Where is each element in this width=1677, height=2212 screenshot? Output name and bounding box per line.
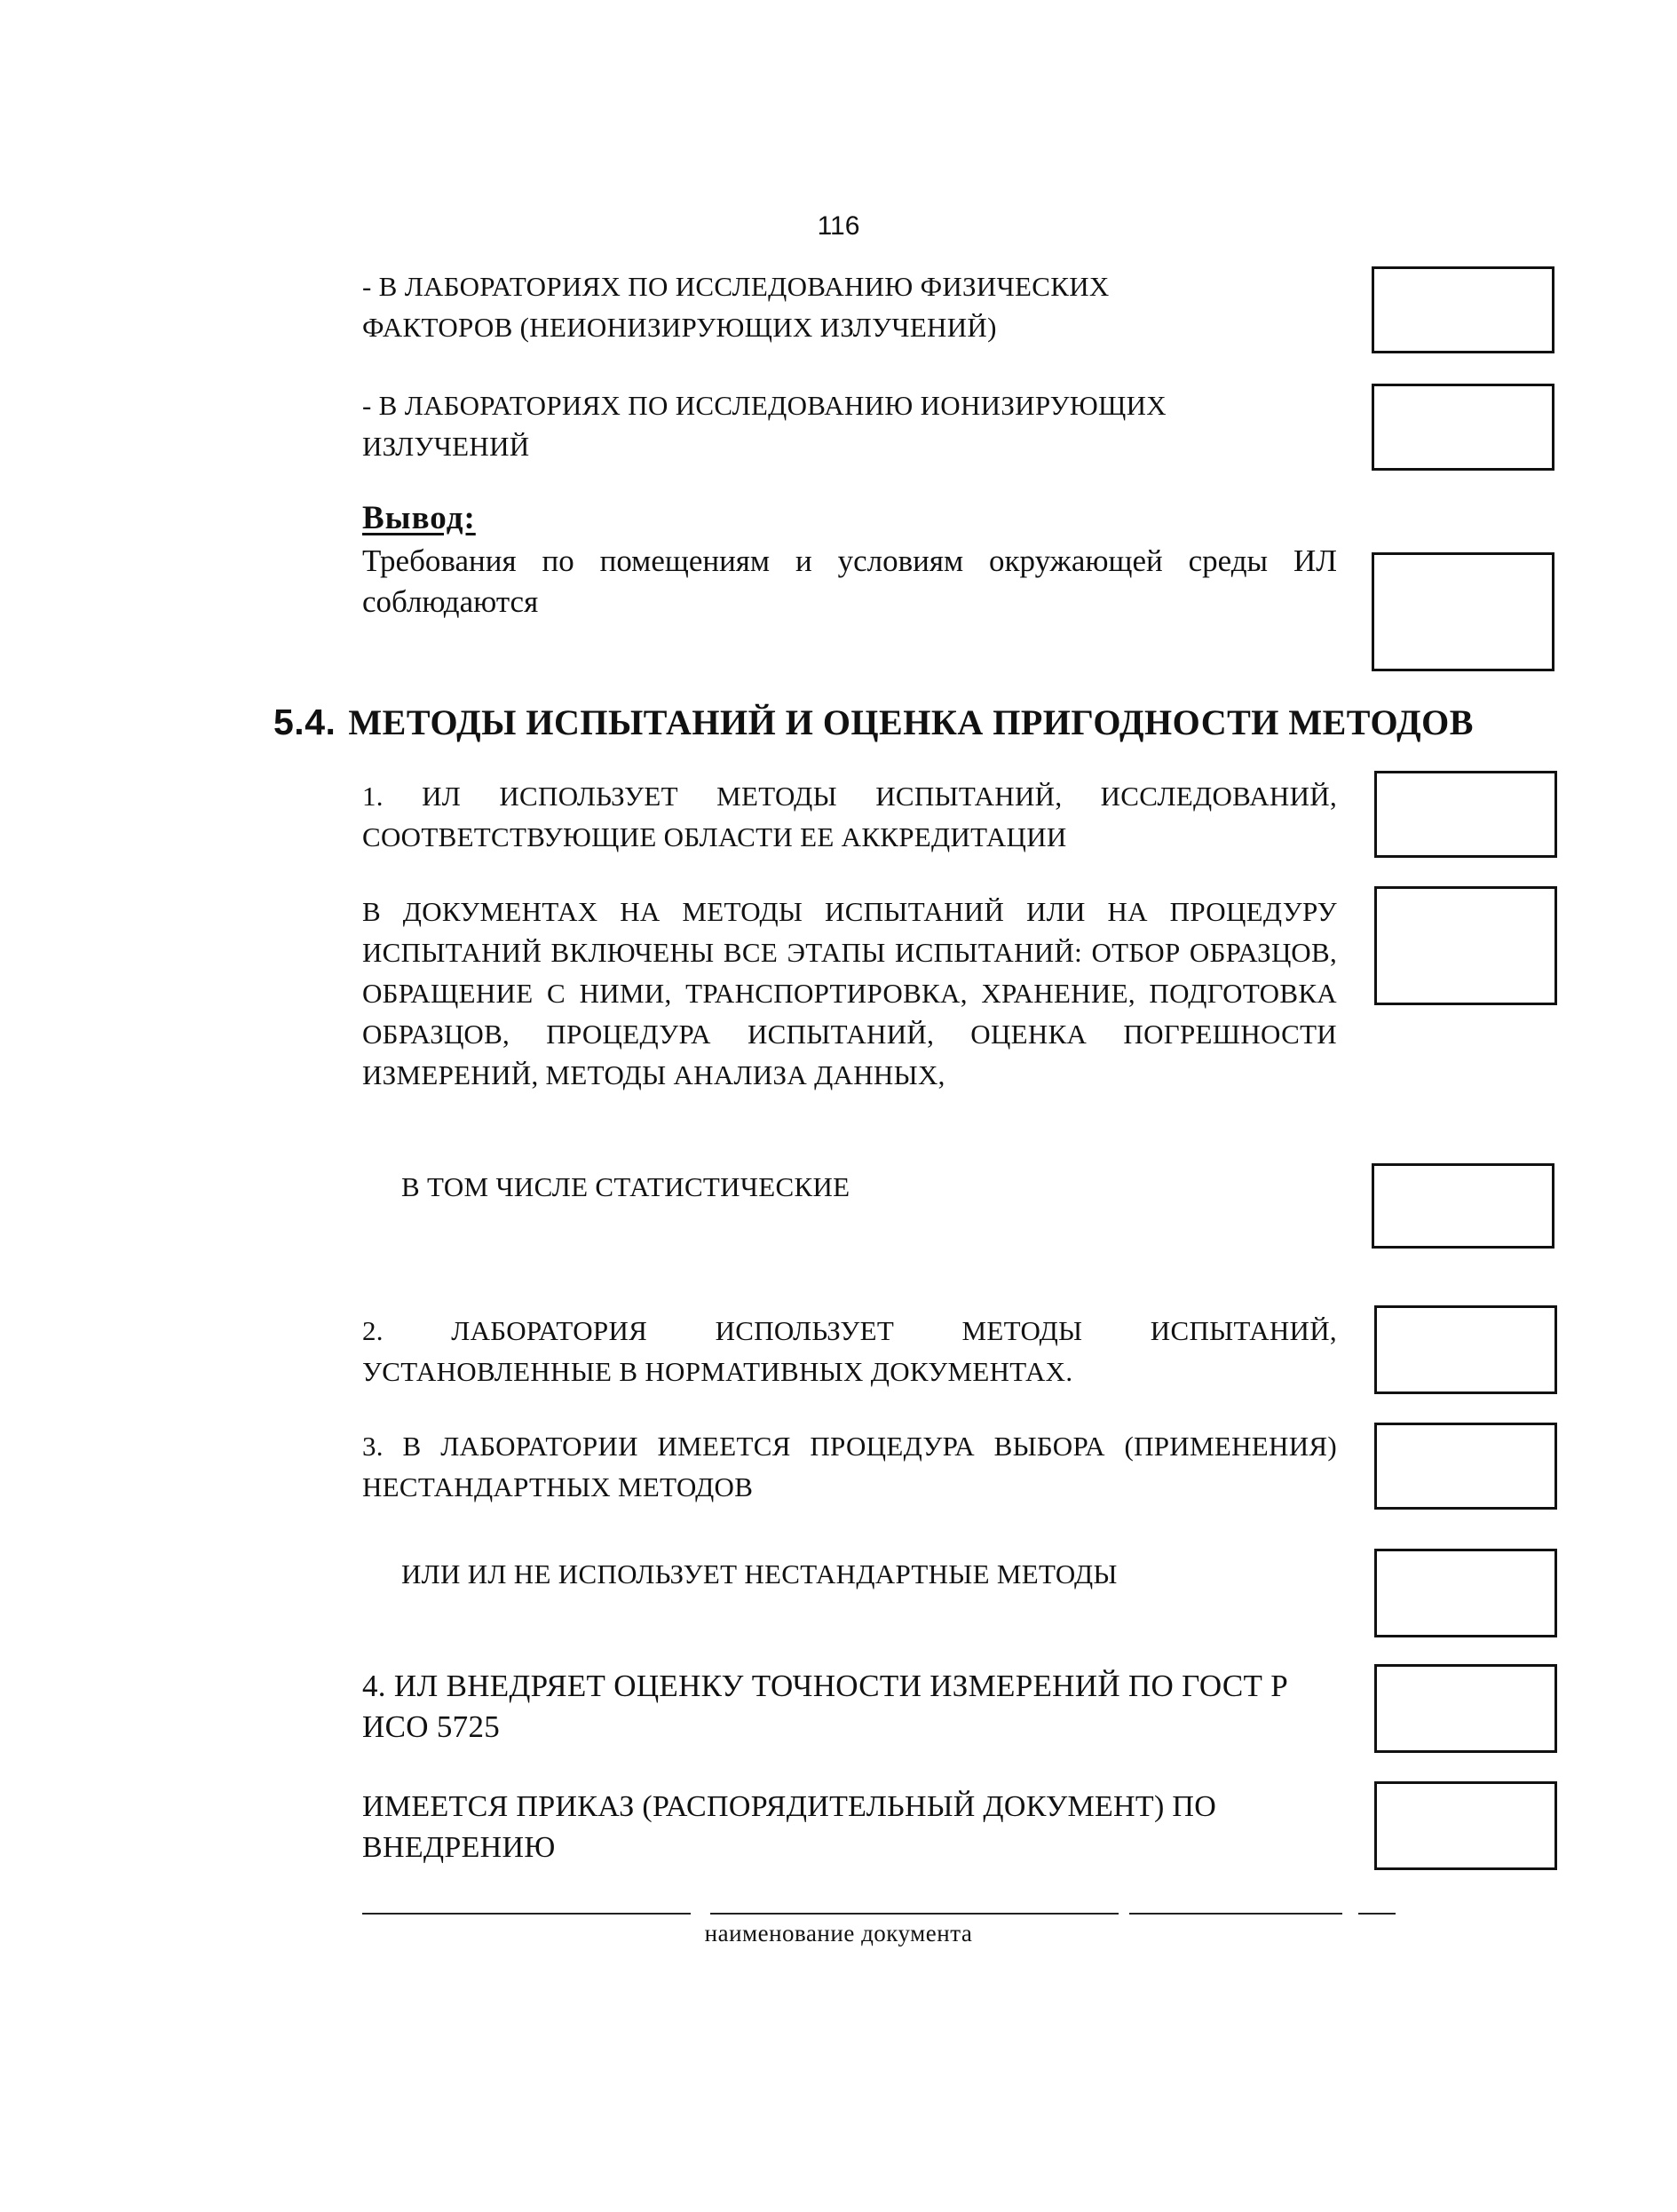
checkbox-item-4[interactable] — [1374, 1664, 1557, 1753]
checkbox-item-1[interactable] — [1374, 771, 1557, 858]
conclusion-text: Требования по помещениям и условиям окружающей среды ИЛ соблюдаются — [362, 543, 1337, 619]
item-lab-physical-factors: - В ЛАБОРАТОРИЯХ ПО ИССЛЕДОВАНИЮ ФИЗИЧЕСКИХ ФАКТОРОВ (НЕИОНИЗИРУЮЩИХ ИЗЛУЧЕНИЙ) — [362, 271, 1110, 343]
checkbox-item-3-alt[interactable] — [1374, 1549, 1557, 1637]
checklist-item-1-statistical: В ТОМ ЧИСЛЕ СТАТИСТИЧЕСКИЕ — [401, 1171, 850, 1202]
checkbox-item-1-docs[interactable] — [1374, 886, 1557, 1005]
section-title: МЕТОДЫ ИСПЫТАНИЙ И ОЦЕНКА ПРИГОДНОСТИ МЕТОДОВ — [348, 702, 1474, 742]
checkbox-lab-ionizing[interactable] — [1372, 384, 1554, 471]
item-lab-ionizing: - В ЛАБОРАТОРИЯХ ПО ИССЛЕДОВАНИЮ ИОНИЗИРУЮЩИХ ИЗЛУЧЕНИЙ — [362, 390, 1167, 462]
footer-divider-end — [1358, 1913, 1396, 1915]
checklist-item-1: 1. ИЛ ИСПОЛЬЗУЕТ МЕТОДЫ ИСПЫТАНИЙ, ИССЛЕДОВАНИЙ, СООТВЕТСТВУЮЩИЕ ОБЛАСТИ ЕЕ АККРЕДИТАЦИИ — [362, 781, 1337, 852]
checklist-item-3: 3. В ЛАБОРАТОРИИ ИМЕЕТСЯ ПРОЦЕДУРА ВЫБОРА (ПРИМЕНЕНИЯ) НЕСТАНДАРТНЫХ МЕТОДОВ — [362, 1431, 1337, 1502]
checkbox-conclusion[interactable] — [1372, 552, 1554, 671]
footer-divider-left — [362, 1913, 691, 1915]
page-number: 116 — [817, 211, 860, 241]
checkbox-item-4-order[interactable] — [1374, 1781, 1557, 1870]
footer-label: наименование документа — [704, 1920, 973, 1946]
footer-divider-right — [1129, 1913, 1342, 1915]
section-heading — [273, 702, 1516, 743]
checkbox-item-3[interactable] — [1374, 1423, 1557, 1510]
checkbox-item-2[interactable] — [1374, 1305, 1557, 1394]
checklist-item-4: 4. ИЛ ВНЕДРЯЕТ ОЦЕНКУ ТОЧНОСТИ ИЗМЕРЕНИЙ ПО ГОСТ Р ИСО 5725 — [362, 1669, 1288, 1744]
section-number: 5.4. — [273, 702, 336, 742]
checklist-item-3-alt: ИЛИ ИЛ НЕ ИСПОЛЬЗУЕТ НЕСТАНДАРТНЫЕ МЕТОДЫ — [401, 1558, 1118, 1590]
conclusion-title: Вывод: — [362, 500, 476, 536]
checkbox-lab-physical-factors[interactable] — [1372, 266, 1554, 353]
checklist-item-2: 2. ЛАБОРАТОРИЯ ИСПОЛЬЗУЕТ МЕТОДЫ ИСПЫТАНИЙ, УСТАНОВЛЕННЫЕ В НОРМАТИВНЫХ ДОКУМЕНТАХ. — [362, 1315, 1337, 1387]
checkbox-item-1-statistical[interactable] — [1372, 1163, 1554, 1249]
checklist-item-4-order: ИМЕЕТСЯ ПРИКАЗ (РАСПОРЯДИТЕЛЬНЫЙ ДОКУМЕНТ) ПО ВНЕДРЕНИЮ — [362, 1790, 1217, 1864]
footer-divider-middle — [710, 1913, 1119, 1915]
checklist-item-1-docs: В ДОКУМЕНТАХ НА МЕТОДЫ ИСПЫТАНИЙ ИЛИ НА ПРОЦЕДУРУ ИСПЫТАНИЙ ВКЛЮЧЕНЫ ВСЕ ЭТАПЫ ИСПЫТАНИЙ: ОТБОР ОБРАЗЦОВ, ОБРАЩЕНИЕ С НИМИ, ТРАНСПОРТИРОВКА, ХРАНЕНИЕ, ПОДГОТОВКА ОБРАЗЦОВ, ПРОЦЕДУРА ИСПЫТАНИЙ, ОЦЕНКА ПОГРЕШНОСТИ ИЗМЕРЕНИЙ, МЕТОДЫ АНАЛИЗА ДАННЫХ, — [362, 896, 1337, 1090]
